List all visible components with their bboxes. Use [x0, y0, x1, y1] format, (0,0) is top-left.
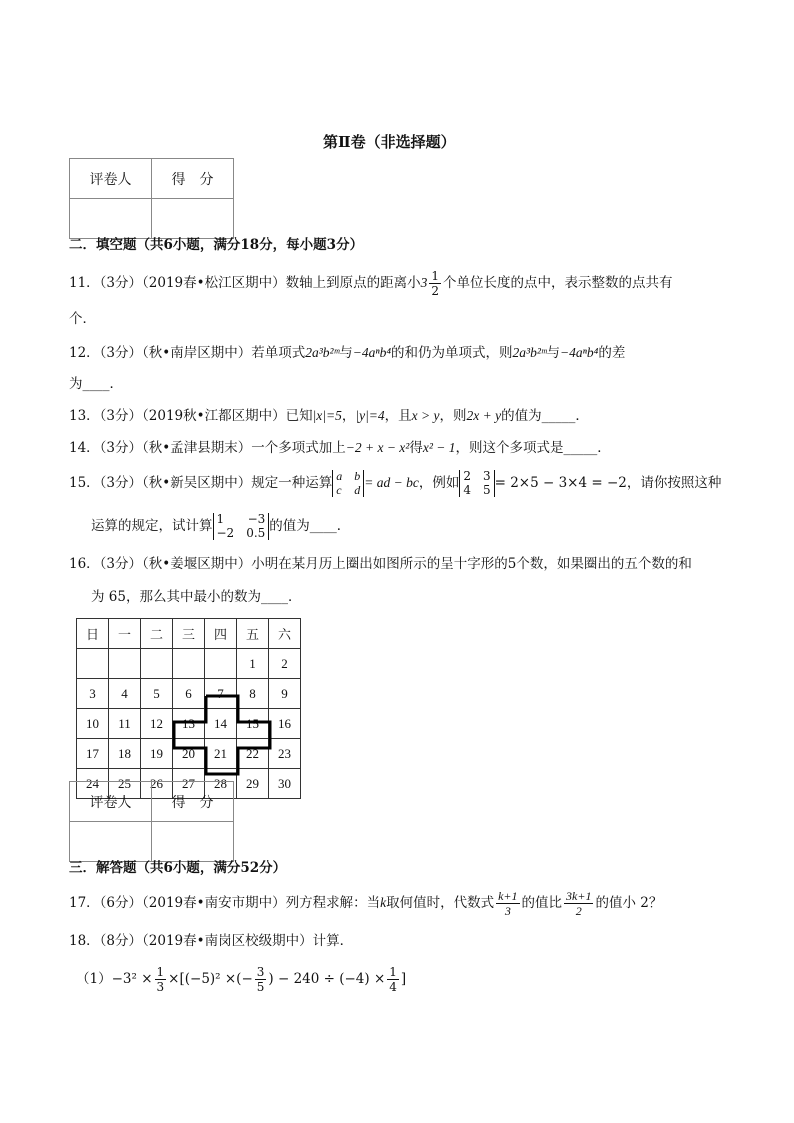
question-17	[69, 886, 662, 920]
q15-det1-c: c	[336, 482, 342, 497]
q12-line2: 为____．	[69, 376, 123, 392]
calendar-header-mon: 一	[109, 619, 141, 649]
q12-mid2: 的和仍为单项式，则	[391, 345, 513, 361]
q15-suffix: ，请你按照这种	[626, 475, 722, 491]
q17-prefix: 17．（6分）（2019春•南安市期中）列方程求解：当	[69, 895, 381, 911]
calendar-cell: 30	[269, 769, 301, 799]
q18-sub1-label: （1）	[76, 971, 112, 987]
cross-outline	[76, 618, 308, 778]
q18-frac3-num: 1	[389, 965, 397, 979]
score-table-2-score-cell	[152, 822, 234, 862]
score-table-grader-header: 评卷人	[70, 159, 152, 199]
q12-mid1: 与	[339, 345, 353, 361]
question-15	[69, 468, 721, 498]
q17-mid2: 的值比	[521, 895, 563, 911]
calendar-cell: 25	[109, 769, 141, 799]
q15-line2	[91, 511, 350, 541]
question-14	[69, 441, 611, 456]
calendar-cell-circled: 14	[205, 709, 237, 739]
q15-determinant-def	[332, 470, 364, 498]
calendar-cell: 24	[77, 769, 109, 799]
q15-det1-d: d	[354, 482, 361, 497]
q15-det3-a: 1	[216, 511, 225, 526]
calendar-cell: 3	[77, 679, 109, 709]
calendar-header-sat: 六	[269, 619, 301, 649]
q18-frac1-den: 3	[156, 980, 165, 994]
q11-fraction	[429, 270, 441, 297]
calendar-cell: 18	[109, 739, 141, 769]
q18-sub1-expr-b: ×[(−5)² ×(−	[168, 971, 253, 987]
calendar-cell: 23	[269, 739, 301, 769]
q15-det3-c: −2	[216, 525, 235, 540]
part3-heading: 三．解答题（共6小题，满分52分）	[69, 860, 287, 876]
q14-suffix: ，则这个多项式是_____．	[455, 440, 611, 456]
q13-sep1: ，	[341, 408, 356, 424]
q15-det3-d: 0.5	[246, 525, 266, 540]
calendar-cell-circled: 28	[205, 769, 237, 799]
q17-var: k	[380, 895, 387, 910]
q15-det3-b: −3	[247, 511, 266, 526]
score-table-grader-cell	[70, 199, 152, 239]
q12-term4: −4aⁿb⁴	[560, 345, 599, 360]
q15-def: = ad − bc	[364, 475, 419, 490]
q11-prefix: 11．（3分）（2019春•松江区期中）数轴上到原点的距离小	[69, 275, 421, 291]
q16-line1: 16．（3分）（秋•姜堰区期中）小明在某月历上圈出如图所示的呈十字形的5个数，如果圈出的五个数的和	[69, 556, 692, 572]
calendar-cell: 17	[77, 739, 109, 769]
calendar-cell: 10	[77, 709, 109, 739]
calendar-cell: 11	[109, 709, 141, 739]
q14-prefix: 14．（3分）（秋•孟津县期末）一个多项式加上	[69, 440, 346, 456]
q13-expr1: |x|=5	[312, 408, 342, 423]
q18-frac2-num: 3	[256, 965, 265, 979]
q17-suffix: 的值小 2？	[595, 895, 663, 911]
q16-line2: 为 65，那么其中最小的数为____．	[91, 589, 302, 605]
q13-prefix: 13．（3分）（2019秋•江都区期中）已知	[69, 408, 313, 424]
q18-frac1-num: 1	[156, 965, 165, 979]
q12-term3: 2a³b²ᵐ	[512, 345, 547, 360]
q15-determinant-example	[459, 470, 494, 498]
q15-det2-c: 4	[463, 482, 471, 497]
calendar-header-fri: 五	[237, 619, 269, 649]
q17-mid: 取何值时，代数式	[386, 895, 495, 911]
calendar-cell: 19	[141, 739, 173, 769]
score-table-2-score-header: 得 分	[152, 782, 234, 822]
q13-mid2: ，则	[439, 408, 467, 424]
score-table-2-grader-cell	[70, 822, 152, 862]
q11-suffix: 个单位长度的点中，表示整数的点共有	[442, 275, 673, 291]
q17-frac1-num: k+1	[498, 889, 518, 903]
score-table-2	[69, 781, 234, 862]
q18-sub1-expr-c: ) − 240 ÷ (−4) ×	[268, 971, 386, 987]
q18-fraction-1	[155, 966, 167, 993]
q14-expr1: −2 + x − x²	[345, 440, 410, 455]
q18-sub1-expr-d: ]	[400, 971, 407, 987]
q15-det1-b: b	[354, 468, 361, 483]
calendar-header-wed: 三	[173, 619, 205, 649]
q11-frac-den: 2	[431, 284, 439, 298]
score-table	[69, 158, 234, 239]
q15-determinant-task	[213, 513, 270, 541]
calendar-header-sun: 日	[77, 619, 109, 649]
calendar-cell: 5	[141, 679, 173, 709]
calendar-cell: 15	[237, 709, 269, 739]
q15-det2-b: 3	[482, 468, 491, 483]
q15-det1-a: a	[336, 468, 343, 483]
question-13	[69, 409, 589, 424]
q18-frac2-den: 5	[256, 980, 265, 994]
score-table-score-cell	[152, 199, 234, 239]
calendar-cell: 6	[173, 679, 205, 709]
q13-mid: ，且	[384, 408, 412, 424]
q18-frac3-den: 4	[389, 980, 397, 994]
calendar-cell: 12	[141, 709, 173, 739]
calendar-cell: 7	[205, 679, 237, 709]
calendar-cell: 2	[269, 649, 301, 679]
calendar-cell: 26	[141, 769, 173, 799]
q18-sub1	[76, 962, 406, 996]
calendar-cell: 1	[237, 649, 269, 679]
calendar-cell: 13	[173, 709, 205, 739]
calendar-cell: 4	[109, 679, 141, 709]
q13-expr3: x > y	[411, 408, 440, 423]
q11-frac-num: 1	[431, 269, 439, 283]
q12-mid3: 与	[546, 345, 561, 361]
section-title: 第Ⅱ卷（非选择题）	[323, 133, 456, 151]
question-12	[69, 346, 625, 361]
q14-expr2: x² − 1	[422, 440, 456, 455]
q17-frac2-den: 2	[575, 904, 582, 918]
calendar-cell: 29	[237, 769, 269, 799]
score-table-2-grader-header: 评卷人	[70, 782, 152, 822]
q15-mid: ，例如	[418, 475, 460, 491]
calendar-header-thu: 四	[205, 619, 237, 649]
q18-sub1-expr-a: −3² ×	[111, 971, 153, 987]
calendar-cell-circled: 22	[237, 739, 269, 769]
score-table-score-header: 得 分	[152, 159, 234, 199]
q13-expr4: 2x + y	[466, 408, 502, 423]
calendar-header-tue: 二	[141, 619, 173, 649]
q17-fraction-2	[564, 890, 593, 917]
q13-expr2: |y|=4	[355, 408, 385, 423]
q15-line2-suffix: 的值为____．	[269, 518, 351, 534]
calendar-cell: 8	[237, 679, 269, 709]
q18-fraction-2	[255, 966, 267, 993]
q18-line1: 18．（8分）（2019春•南岗区校级期中）计算．	[69, 933, 354, 949]
q12-suffix: 的差	[598, 345, 626, 361]
q11-line2: 个．	[69, 311, 96, 327]
q12-term2: −4aⁿb⁴	[352, 345, 392, 360]
q17-fraction-1	[496, 890, 519, 917]
calendar-cell: 27	[173, 769, 205, 799]
calendar-cell-circled: 21	[205, 739, 237, 769]
q15-line2-prefix: 运算的规定，试计算	[91, 518, 213, 534]
cross-outline-shape	[174, 696, 270, 774]
q17-frac1-den: 3	[504, 904, 511, 918]
q12-term1: 2a³b²ᵐ	[305, 345, 340, 360]
q15-example: = 2×5 − 3×4 = −2	[494, 475, 627, 491]
q11-mixed-whole: 3	[420, 275, 428, 290]
calendar-cell: 16	[269, 709, 301, 739]
q12-prefix: 12．（3分）（秋•南岸区期中）若单项式	[69, 345, 306, 361]
calendar-cell: 9	[269, 679, 301, 709]
q14-mid: 得	[409, 440, 423, 456]
q15-det2-d: 5	[482, 482, 491, 497]
q15-prefix: 15．（3分）（秋•新吴区期中）规定一种运算	[69, 475, 333, 491]
q15-det2-a: 2	[463, 468, 471, 483]
q17-frac2-num: 3k+1	[566, 889, 592, 903]
q18-fraction-3	[387, 966, 399, 993]
q13-suffix: 的值为_____．	[501, 408, 589, 424]
calendar-cell-circled: 20	[173, 739, 205, 769]
question-11	[69, 270, 672, 297]
part2-heading: 二．填空题（共6小题，满分18分，每小题3分）	[69, 237, 364, 253]
